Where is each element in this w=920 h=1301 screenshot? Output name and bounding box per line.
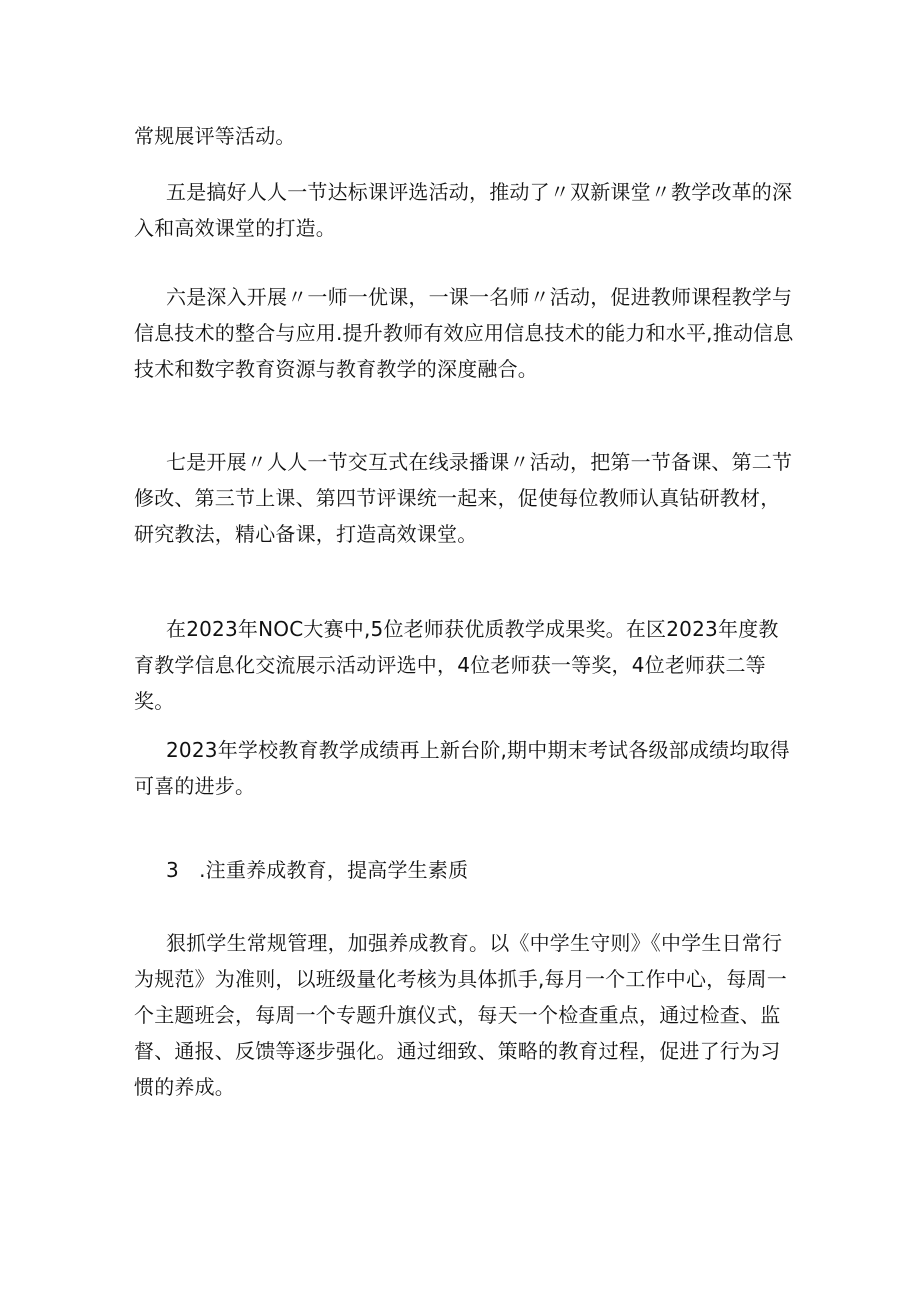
paragraph-awards: 在2023年NOC大赛中,5位老师获优质教学成果奖。在区2023年度教育教学信息化交流展示活动评选中，4位老师获一等奖，4位老师获二等奖。	[134, 617, 779, 713]
paragraph-item-five: 五是搞好人人一节达标课评选活动，推动了〃双新课堂〃教学改革的深入和高效课堂的打造。	[134, 180, 793, 240]
paragraph-item-six: 六是深入开展〃一师一优课，一课一名师〃活动，促进教师课程教学与信息技术的整合与应用.提升教师有效应用信息技术的能力和水平,推动信息技术和数字教育资源与教育教学的深度融合。	[134, 285, 794, 381]
paragraph-habit-education: 狠抓学生常规管理，加强养成教育。以《中学生守则》《中学生日常行为规范》为准则，以班级量化考核为具体抓手,每月一个工作中心，每周一个主题班会，每周一个专题升旗仪式，每天一个检查重点，通过检查、监督、通报、反馈等逐步强化。通过细致、策略的教育过程，促进了行为习惯的养成。	[134, 931, 787, 1099]
paragraph-item-seven: 七是开展〃人人一节交互式在线录播课〃活动，把第一节备课、第二节修改、第三节上课、第四节评课统一起来，促使每位教师认真钻研教材，研究教法，精心备课，打造高效课堂。	[134, 450, 793, 546]
paragraph-continuation: 常规展评等活动。	[134, 124, 296, 148]
paragraph-results: 2023年学校教育教学成绩再上新台阶,期中期末考试各级部成绩均取得可喜的进步。	[134, 738, 790, 798]
section-heading: 3 .注重养成教育，提高学生素质	[166, 858, 469, 882]
